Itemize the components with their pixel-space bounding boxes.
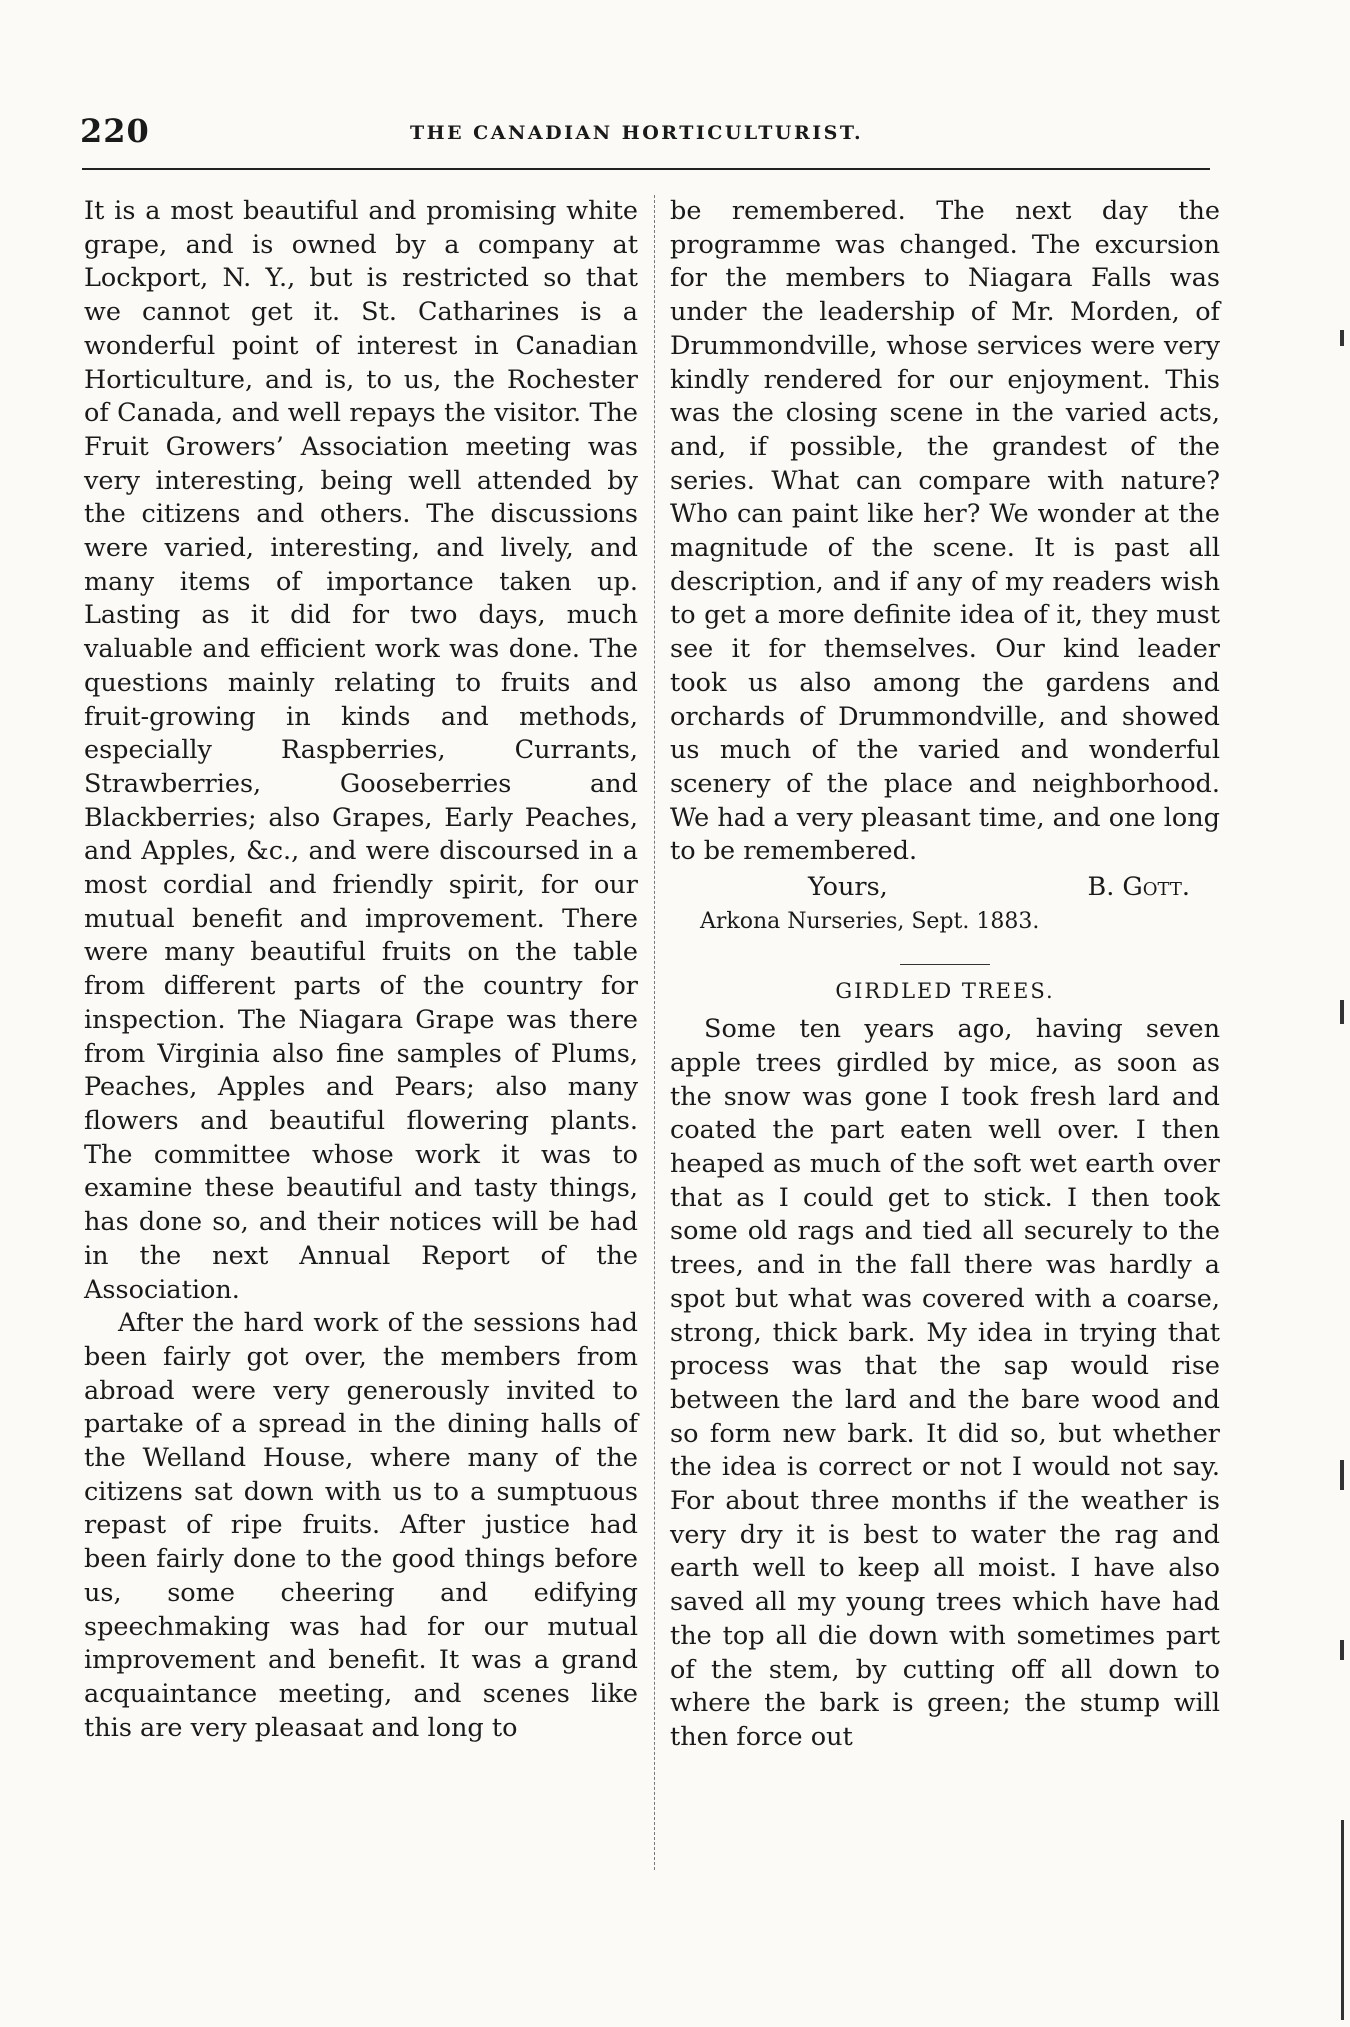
edge-mark	[1340, 1460, 1344, 1490]
right-column	[670, 195, 1220, 1755]
section-rule	[900, 964, 990, 965]
running-title: THE CANADIAN HORTICULTURIST.	[410, 122, 864, 144]
paragraph: It is a most beautiful and promising white grape, and is owned by a company at Lockport, N. Y., but is restricted so that we cannot get it. St. Catharines is a wonderful point of interest in Canadian Horticulture, and is, to us, the Rochester of Canada, and well repays the visitor. The Fruit Growers’ Association meeting was very interesting, being well attended by the citizens and others. The discussions were varied, interesting, and lively, and many items of importance taken up. Lasting as it did for two days, much valuable and efficient work was done. The questions mainly relating to fruits and fruit-growing in kinds and methods, especially Raspberries, Currants, Strawberries, Gooseberries and Blackberries; also Grapes, Early Peaches, and Apples, &c., and were discoursed in a most cordial and friendly spirit, for our mutual benefit and improvement. There were many beautiful fruits on the table from different parts of the country for inspection. The Niagara Grape was there from Virginia also fine samples of Plums, Peaches, Apples and Pears; also many flowers and beautiful flowering plants. The committee whose work it was to examine these beautiful and tasty things, has done so, and their notices will be had in the next Annual Report of the Association.	[84, 196, 638, 1305]
signer-name: B. Gott.	[1087, 872, 1190, 903]
page-header	[80, 112, 1210, 152]
paragraph: be remembered. The next day the programme was changed. The excursion for the members to Niagara Falls was under the leadership of Mr. Morden, of Drummondville, whose services were very kindly rendered for our enjoyment. This was the closing scene in the varied acts, and, if possible, the grandest of the series. What can compare with nature? Who can paint like her? We wonder at the magnitude of the scene. It is past all description, and if any of my readers wish to get a more definite idea of it, they must see it for themselves. Our kind leader took us also among the gardens and orchards of Drummondville, and showed us much of the varied and wonderful scenery of the place and neighborhood. We had a very pleasant time, and one long to be remembered.	[670, 196, 1220, 867]
edge-mark	[1340, 1640, 1344, 1660]
edge-mark	[1340, 330, 1344, 346]
edge-mark	[1341, 1820, 1344, 2020]
signature-line	[670, 871, 1220, 905]
page-number: 220	[80, 112, 150, 150]
paragraph: Some ten years ago, having seven apple trees girdled by mice, as soon as the snow was gone I took fresh lard and coated the part eaten well over. I then heaped as much of the soft wet earth over that as I could get to stick. I then took some old rags and tied all securely to the trees, and in the fall there was hardly a spot but what was covered with a coarse, strong, thick bark. My idea in trying that process was that the sap would rise between the lard and the bare wood and so form new bark. It did so, but whether the idea is correct or not I would not say. For about three months if the weather is very dry it is best to water the rag and earth well to keep all moist. I have also saved all my young trees which have had the top all die down with sometimes part of the stem, by cutting off all down to where the bark is green; the stump will then force out	[670, 1014, 1220, 1752]
dateline: Arkona Nurseries, Sept. 1883.	[700, 908, 1040, 934]
paragraph: After the hard work of the sessions had been fairly got over, the members from abroad were very generously invited to partake of a spread in the dining halls of the Welland House, where many of the citizens sat down with us to a sumptuous repast of ripe fruits. After justice had been fairly done to the good things before us, some cheering and edifying speechmaking was had for our mutual improvement and benefit. It was a grand acquaintance meeting, and scenes like this are very pleasaat and long to	[84, 1308, 638, 1743]
signoff: Yours,	[808, 872, 888, 903]
section-heading: GIRDLED TREES.	[835, 979, 1055, 1004]
edge-mark	[1340, 1000, 1344, 1024]
header-rule	[82, 168, 1210, 170]
left-column	[84, 195, 638, 1745]
column-divider	[654, 195, 655, 1870]
